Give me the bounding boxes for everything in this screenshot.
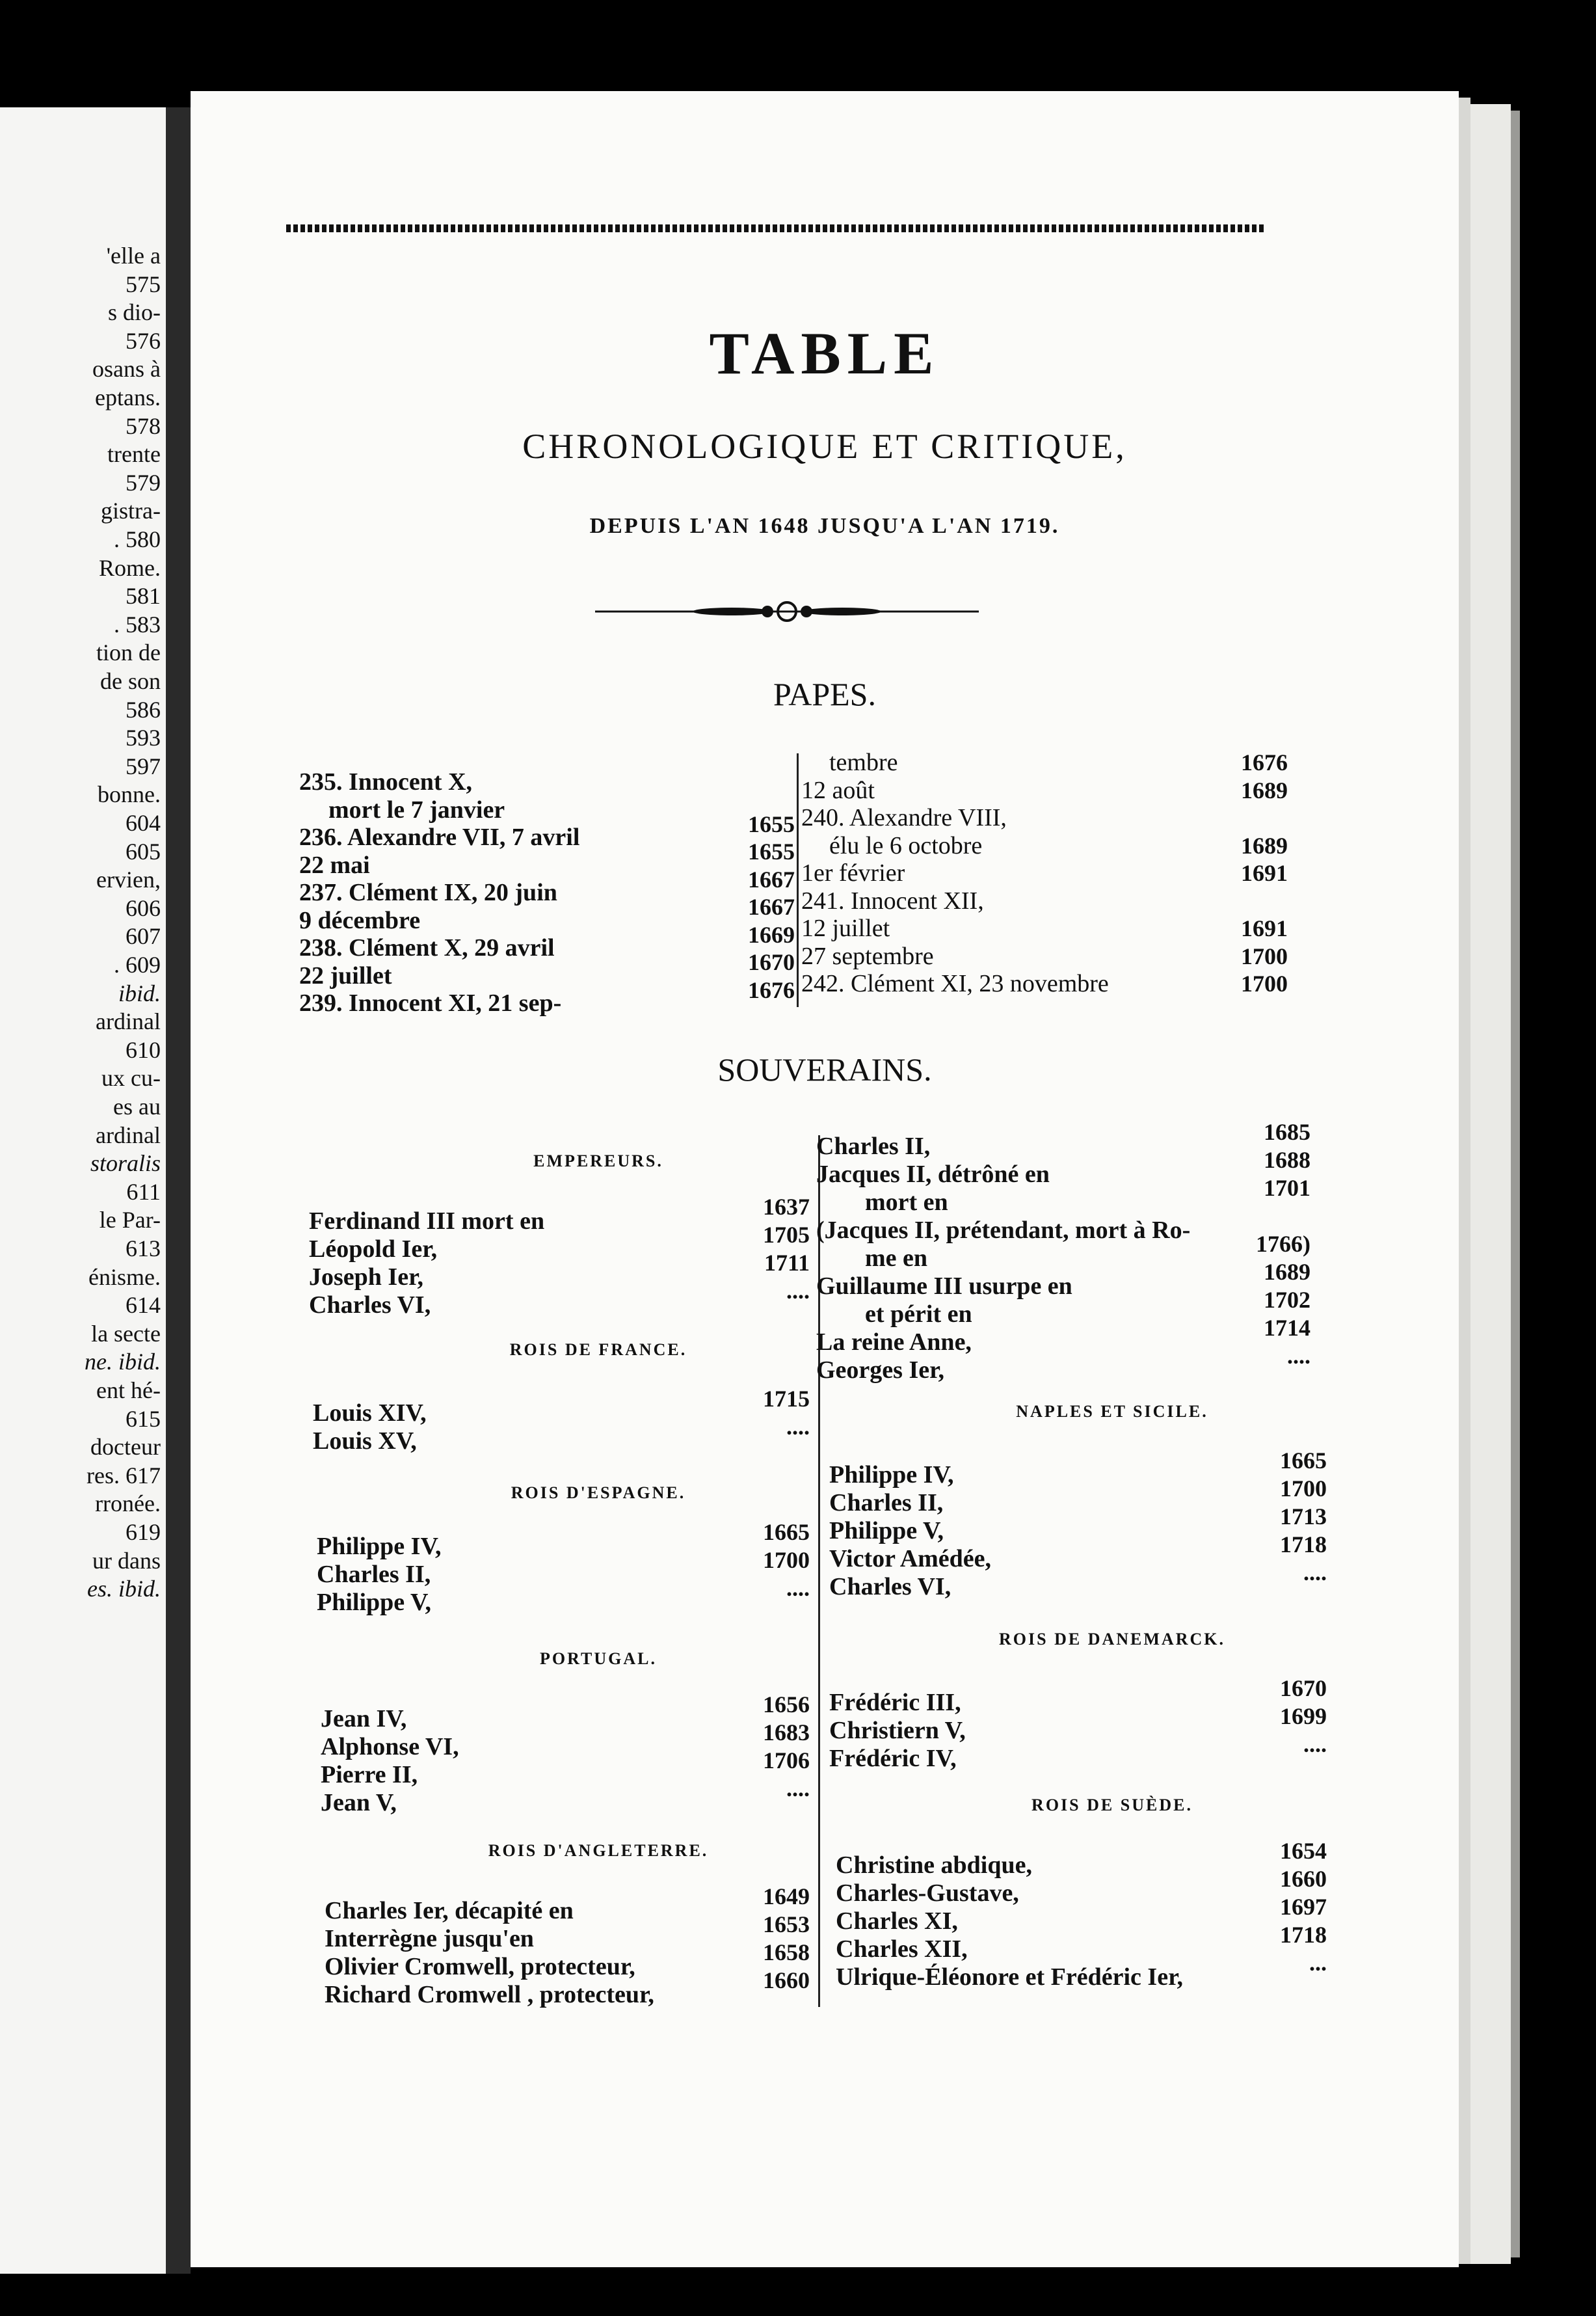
- margin-line: le Par-: [99, 1207, 161, 1233]
- sovereign-year: 1701: [1264, 1175, 1310, 1201]
- sovereign-entry: Charles VI,: [309, 1291, 431, 1319]
- sovereign-entry: Charles XI,: [836, 1907, 958, 1935]
- papes-entry: 237. Clément IX, 20 juin: [299, 879, 557, 906]
- sovereign-year: 1637: [763, 1194, 810, 1220]
- margin-line: 576: [126, 327, 161, 354]
- margin-line: . 583: [114, 611, 161, 638]
- sovereign-entry: Jacques II, détrôné en: [816, 1161, 1050, 1188]
- section-heading: ROIS D'ESPAGNE.: [511, 1483, 686, 1502]
- sovereign-entry: Philippe IV,: [829, 1461, 954, 1488]
- margin-line: docteur: [90, 1434, 161, 1461]
- sovereign-year: ....: [1303, 1559, 1327, 1585]
- sovereign-year: 1718: [1280, 1531, 1327, 1557]
- book-gutter: [166, 107, 191, 2274]
- sovereign-entry: Ulrique-Éléonore et Frédéric Ier,: [836, 1963, 1183, 1991]
- sovereign-entry: Charles XII,: [836, 1935, 968, 1963]
- sovereign-entry: Louis XV,: [313, 1427, 417, 1455]
- sovereign-year: 1649: [763, 1883, 810, 1909]
- souverains-heading: SOUVERAINS.: [717, 1051, 932, 1088]
- margin-line: 619: [126, 1519, 161, 1545]
- margin-line: 606: [126, 895, 161, 921]
- sovereign-year: 1713: [1280, 1503, 1327, 1529]
- sovereign-entry: Philippe V,: [829, 1517, 944, 1544]
- sovereign-entry: Léopold Ier,: [309, 1235, 438, 1263]
- sovereign-year: ....: [1287, 1343, 1310, 1369]
- decorative-rule-top: [286, 224, 1265, 232]
- margin-line: 593: [126, 725, 161, 751]
- sovereign-year: ....: [786, 1278, 810, 1304]
- margin-line: 604: [126, 810, 161, 836]
- sovereign-year: 1714: [1264, 1315, 1310, 1341]
- papes-year: 1689: [1241, 777, 1288, 803]
- sovereign-year: ....: [786, 1414, 810, 1440]
- sovereign-year: 1658: [763, 1939, 810, 1965]
- papes-entry: 1er février: [801, 859, 905, 887]
- margin-line: 575: [126, 271, 161, 297]
- sovereign-year: 1702: [1264, 1287, 1310, 1313]
- papes-year: 1667: [748, 866, 795, 893]
- sovereign-year: ....: [786, 1575, 810, 1601]
- sovereign-year: 1715: [763, 1386, 810, 1412]
- margin-line: 586: [126, 696, 161, 723]
- sovereign-year: 1711: [764, 1250, 810, 1276]
- papes-entry: 235. Innocent X,: [299, 768, 473, 796]
- papes-year: 1691: [1241, 860, 1288, 886]
- page-edge: [1470, 104, 1511, 2264]
- papes-entry: tembre: [829, 749, 898, 776]
- margin-line: bonne.: [98, 781, 161, 808]
- papes-entry: 240. Alexandre VIII,: [801, 804, 1007, 831]
- margin-line: es. ibid.: [87, 1576, 161, 1602]
- column-divider: [797, 753, 799, 1007]
- sovereign-entry: Charles II,: [317, 1561, 431, 1588]
- sovereign-year: ...: [1309, 1950, 1327, 1976]
- margin-line: 615: [126, 1405, 161, 1432]
- sovereign-entry: mort en: [865, 1189, 948, 1216]
- margin-line: rronée.: [95, 1490, 161, 1517]
- sovereign-entry: Ferdinand III mort en: [309, 1207, 545, 1235]
- papes-heading: PAPES.: [773, 676, 876, 712]
- papes-year: 1670: [748, 949, 795, 975]
- sovereign-year: 1689: [1264, 1259, 1310, 1285]
- sovereign-entry: Jean IV,: [321, 1705, 407, 1732]
- sovereign-year: 1660: [763, 1967, 810, 1993]
- sovereign-entry: Olivier Cromwell, protecteur,: [325, 1953, 635, 1980]
- sovereign-year: 1653: [763, 1911, 810, 1937]
- sovereign-entry: Interrègne jusqu'en: [325, 1925, 534, 1952]
- papes-entry: 12 juillet: [801, 915, 890, 942]
- sovereign-year: 1706: [763, 1747, 810, 1773]
- sovereign-entry: et périt en: [865, 1300, 972, 1328]
- papes-year: 1689: [1241, 832, 1288, 859]
- sovereign-entry: Charles VI,: [829, 1573, 951, 1600]
- sovereign-entry: Alphonse VI,: [321, 1733, 459, 1760]
- sovereign-year: 1700: [763, 1547, 810, 1573]
- papes-entry: 236. Alexandre VII, 7 avril: [299, 824, 580, 851]
- margin-line: 613: [126, 1235, 161, 1261]
- sovereign-year: 1670: [1280, 1675, 1327, 1701]
- margin-line: ervien,: [96, 867, 161, 893]
- ornament-divider: [595, 595, 979, 628]
- margin-line: . 609: [114, 952, 161, 978]
- margin-line: 605: [126, 838, 161, 865]
- sovereign-year: 1688: [1264, 1147, 1310, 1173]
- margin-line: gistra-: [101, 498, 161, 524]
- margin-line: ne. ibid.: [85, 1349, 161, 1375]
- sovereign-year: 1665: [1280, 1448, 1327, 1474]
- margin-line: 578: [126, 412, 161, 439]
- sovereign-year: 1654: [1280, 1838, 1327, 1864]
- sovereign-entry: Charles II,: [816, 1133, 931, 1160]
- margin-line: 611: [126, 1178, 161, 1205]
- papes-year: 1676: [748, 976, 795, 1003]
- papes-entry: 238. Clément X, 29 avril: [299, 934, 555, 962]
- margin-line: osans à: [92, 356, 161, 383]
- margin-line: es au: [113, 1094, 161, 1120]
- margin-line: eptans.: [95, 384, 161, 411]
- margin-line: 581: [126, 583, 161, 610]
- papes-entry: 242. Clément XI, 23 novembre: [801, 970, 1109, 997]
- section-heading: EMPEREURS.: [533, 1151, 663, 1170]
- sovereign-year: 1660: [1280, 1866, 1327, 1892]
- section-heading: ROIS D'ANGLETERRE.: [488, 1841, 709, 1860]
- sovereign-year: ....: [1303, 1731, 1327, 1757]
- sovereign-year: 1700: [1280, 1475, 1327, 1501]
- margin-line: ur dans: [92, 1547, 161, 1574]
- papes-entry: 22 juillet: [299, 962, 392, 990]
- margin-line: 607: [126, 923, 161, 950]
- papes-year: 1700: [1241, 971, 1288, 997]
- papes-year: 1655: [748, 839, 795, 865]
- margin-line: Rome.: [99, 554, 161, 581]
- margin-line: ardinal: [96, 1122, 161, 1148]
- sovereign-year: 1685: [1264, 1119, 1310, 1145]
- sovereign-entry: (Jacques II, prétendant, mort à Ro-: [816, 1217, 1191, 1244]
- papes-entry: 241. Innocent XII,: [801, 887, 984, 915]
- sovereign-entry: Charles Ier, décapité en: [325, 1897, 574, 1924]
- margin-line: . 580: [114, 526, 161, 552]
- sovereign-entry: Jean V,: [321, 1789, 397, 1816]
- sovereign-entry: Louis XIV,: [313, 1399, 427, 1427]
- papes-year: 1691: [1241, 915, 1288, 941]
- sovereign-year: 1718: [1280, 1922, 1327, 1948]
- papes-entry: 12 août: [801, 776, 875, 804]
- sovereign-year: 1699: [1280, 1703, 1327, 1729]
- margin-line: s dio-: [108, 299, 161, 326]
- margin-line: ux cu-: [101, 1065, 161, 1092]
- section-heading: NAPLES ET SICILE.: [1016, 1402, 1208, 1421]
- papes-entry: 22 mai: [299, 851, 370, 879]
- papes-year: 1669: [748, 921, 795, 948]
- papes-year: 1700: [1241, 943, 1288, 969]
- page-edge: [1511, 111, 1520, 2257]
- sovereign-entry: Philippe IV,: [317, 1533, 442, 1560]
- sovereign-year: 1665: [763, 1519, 810, 1545]
- sovereign-entry: Richard Cromwell , protecteur,: [325, 1981, 654, 2008]
- sovereign-entry: Pierre II,: [321, 1761, 418, 1788]
- margin-line: ibid.: [118, 980, 161, 1006]
- period-line: DEPUIS L'AN 1648 JUSQU'A L'AN 1719.: [589, 514, 1060, 538]
- sovereign-year: 1705: [763, 1222, 810, 1248]
- page-subtitle: CHRONOLOGIQUE ET CRITIQUE,: [522, 427, 1127, 466]
- page-title: TABLE: [709, 320, 940, 386]
- section-heading: ROIS DE DANEMARCK.: [999, 1630, 1225, 1649]
- margin-line: de son: [100, 668, 161, 694]
- papes-entry: élu le 6 octobre: [829, 831, 983, 859]
- section-heading: ROIS DE FRANCE.: [509, 1340, 687, 1359]
- sovereign-year: 1683: [763, 1719, 810, 1745]
- margin-line: storalis: [90, 1150, 161, 1177]
- margin-line: 597: [126, 753, 161, 779]
- margin-line: tion de: [96, 640, 161, 666]
- sovereign-entry: Christine abdique,: [836, 1851, 1032, 1879]
- margin-line: la secte: [91, 1320, 161, 1347]
- sovereign-entry: Georges Ier,: [816, 1356, 944, 1384]
- margin-line: énisme.: [88, 1263, 161, 1290]
- margin-line: ardinal: [96, 1008, 161, 1035]
- section-heading: PORTUGAL.: [540, 1649, 657, 1668]
- papes-year: 1655: [748, 811, 795, 837]
- section-heading: ROIS DE SUÈDE.: [1031, 1796, 1193, 1814]
- sovereign-entry: Joseph Ier,: [309, 1263, 423, 1291]
- margin-line: 579: [126, 469, 161, 496]
- sovereign-entry: Victor Amédée,: [829, 1545, 992, 1572]
- papes-entry: mort le 7 janvier: [328, 796, 505, 824]
- margin-line: res. 617: [86, 1462, 161, 1488]
- sovereign-entry: Frédéric III,: [829, 1689, 961, 1716]
- sovereign-year: ....: [786, 1775, 810, 1801]
- sovereign-entry: Guillaume III usurpe en: [816, 1272, 1072, 1300]
- sovereign-entry: me en: [865, 1245, 928, 1272]
- margin-line: 610: [126, 1036, 161, 1063]
- sovereign-year: 1697: [1280, 1894, 1327, 1920]
- papes-entry: 239. Innocent XI, 21 sep-: [299, 990, 562, 1017]
- sovereign-entry: Christiern V,: [829, 1717, 966, 1744]
- papes-entry: 9 décembre: [299, 906, 421, 934]
- papes-entry: 27 septembre: [801, 942, 934, 970]
- papes-year: 1676: [1241, 749, 1288, 775]
- page-edge: [1459, 98, 1470, 2264]
- sovereign-entry: Frédéric IV,: [829, 1745, 957, 1772]
- column-divider: [818, 1135, 820, 2007]
- sovereign-entry: La reine Anne,: [816, 1328, 972, 1356]
- papes-year: 1667: [748, 894, 795, 920]
- margin-line: 614: [126, 1292, 161, 1319]
- margin-line: ent hé-: [96, 1377, 161, 1403]
- margin-line: 'elle a: [106, 243, 161, 269]
- sovereign-entry: Charles-Gustave,: [836, 1879, 1019, 1907]
- sovereign-entry: Charles II,: [829, 1489, 944, 1516]
- margin-line: trente: [107, 441, 161, 468]
- sovereign-year: 1766): [1256, 1231, 1310, 1257]
- sovereign-entry: Philippe V,: [317, 1589, 432, 1616]
- sovereign-year: 1656: [763, 1691, 810, 1717]
